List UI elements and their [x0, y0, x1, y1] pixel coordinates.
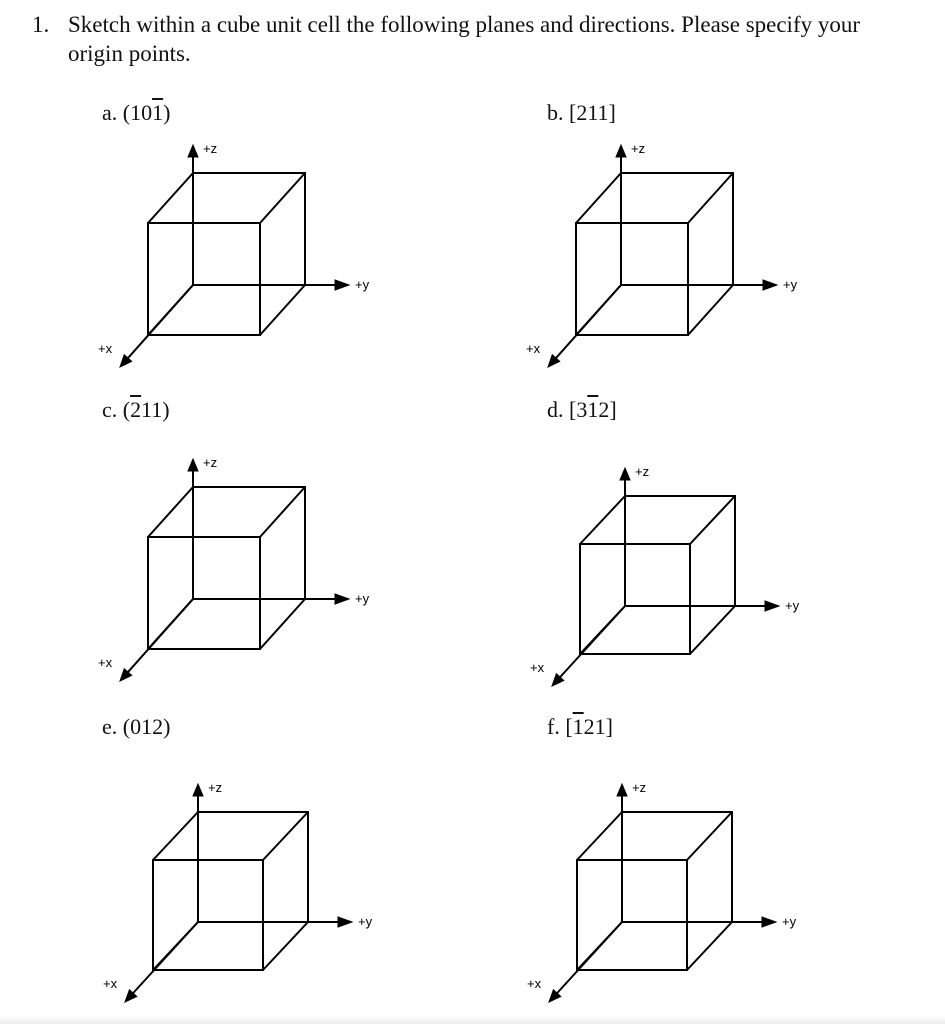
y-axis-label: +y [355, 277, 370, 292]
x-axis-label: +x [526, 341, 541, 356]
z-axis-arrowhead [617, 784, 627, 796]
x-axis-label: +x [530, 660, 545, 675]
cube-edge [687, 812, 732, 860]
miller-index-digit: 1 [572, 714, 584, 739]
miller-index-digit: 1 [152, 100, 164, 125]
y-axis-label: +y [355, 591, 370, 606]
part-label-f: f. [121] [547, 714, 613, 739]
part-label-b: b. [211] [547, 100, 616, 125]
y-axis-label: +y [358, 914, 373, 929]
y-axis-arrowhead [762, 917, 776, 927]
z-axis-label: +z [635, 464, 650, 479]
page-bottom-edge [0, 1016, 945, 1024]
miller-index-digit: 1 [597, 100, 609, 125]
y-axis-label: +y [783, 277, 798, 292]
x-axis-label: +x [103, 976, 118, 991]
y-axis-label: +y [782, 914, 797, 929]
miller-index-digit: 3 [576, 397, 588, 422]
z-axis-label: +z [203, 455, 218, 470]
question-number: 1. [32, 12, 50, 37]
z-axis-label: +z [203, 141, 218, 156]
miller-index-digit: 1 [587, 100, 598, 125]
cube-edge [577, 812, 622, 860]
part-label-a: a. (101) [102, 100, 171, 125]
miller-index-digit: 1 [141, 714, 153, 739]
x-axis-label: +x [527, 976, 542, 991]
x-axis-label: +x [98, 655, 113, 670]
part-label-d: d. [312] [547, 397, 617, 422]
miller-index-digit: 1 [587, 397, 599, 422]
z-axis-label: +z [632, 780, 647, 795]
x-axis-line [557, 922, 622, 993]
z-axis-label: +z [208, 780, 223, 795]
x-axis-label: +x [98, 341, 113, 356]
miller-index-digit: 1 [141, 397, 152, 422]
miller-index-digit: 2 [152, 714, 164, 739]
z-axis-label: +z [631, 141, 646, 156]
question-text: Sketch within a cube unit cell the following planes and directions. Please specify your origin points. [68, 12, 861, 66]
miller-index-digit: 0 [130, 714, 142, 739]
miller-index-digit: 2 [130, 397, 142, 422]
miller-index-digit: 1 [151, 397, 163, 422]
part-label-e: e. (012) [102, 714, 171, 739]
miller-index-digit: 0 [141, 100, 153, 125]
miller-index-digit: 1 [594, 714, 606, 739]
cube-edge [687, 922, 732, 970]
y-axis-label: +y [785, 598, 800, 613]
miller-index-digit: 1 [130, 100, 142, 125]
miller-index-digit: 2 [576, 100, 588, 125]
part-label-c: c. (211) [102, 397, 170, 422]
miller-index-digit: 2 [583, 714, 595, 739]
miller-index-digit: 2 [598, 397, 610, 422]
